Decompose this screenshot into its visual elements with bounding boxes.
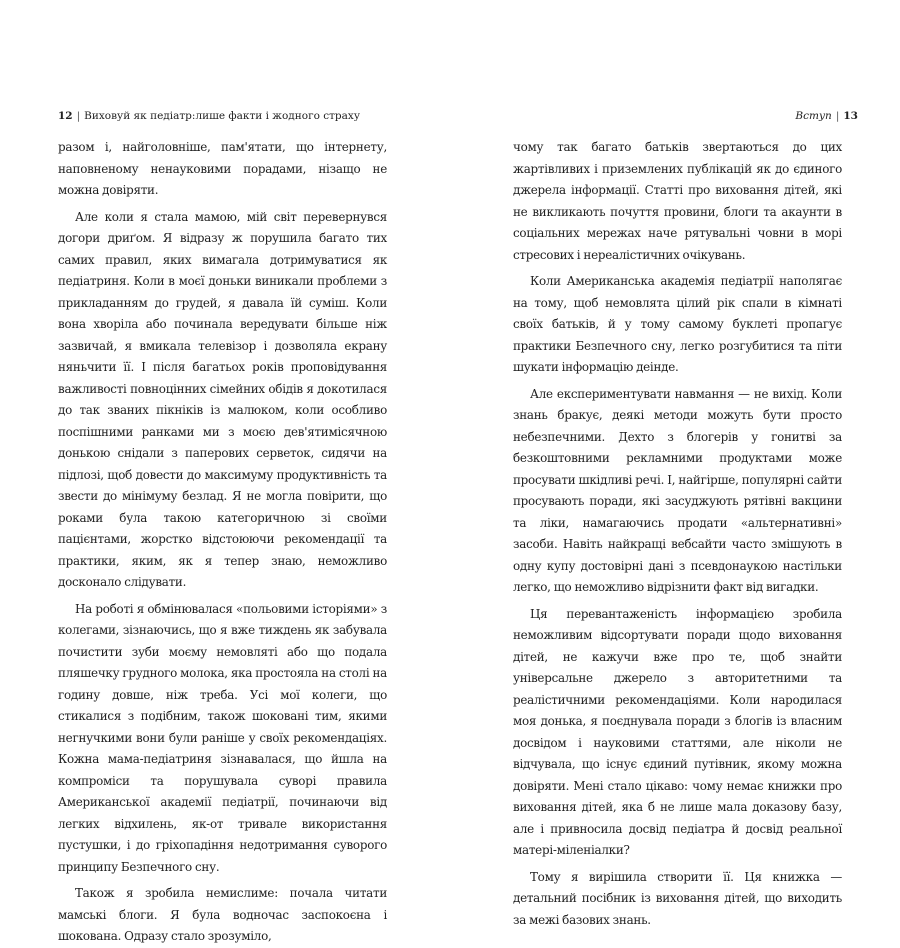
left-page-number: 12 bbox=[58, 110, 73, 122]
paragraph: чому так багато батьків звертаються до цих жартівливих і приземлених публікацій як до єдиного джерела інформації. Статті про виховання дітей, які не викликають почуття провини, блоги та акаунти в соціальних мережах наче рятувальні човни в морі стресових і нереалістичних очікувань. bbox=[513, 140, 842, 262]
paragraph: Коли Американська академія педіатрії наполягає на тому, щоб немовлята цілий рік спали в кімнаті своїх батьків, й у тому самому буклеті пропагує практики Безпечного сну, легко розгубитися та піти шукати інформацію деінде. bbox=[513, 274, 842, 374]
left-header-separator: | bbox=[76, 110, 81, 122]
right-page bbox=[450, 0, 900, 927]
paragraph: Але коли я стала мамою, мій світ перевернувся догори дриґом. Я відразу ж порушила багато тих самих правил, яких вимагала дотримуватися як педіатриня. Коли в моєї доньки виникали проблеми з прикладанням до грудей, я давала їй суміш. Коли вона хворіла або починала вередувати більше ніж зазвичай, я вмикала телевізор і дозволяла екрану няньчити її. І після багатьох років проповідування важливості повноцінних сімейних обідів я докотилася до так званих пікніків із малюком, коли особливо поспішними ранками ми з моєю дев'ятимісячною донькою снідали з паперових серветок, сидячи на підлозі, щоб довести до максимуму продуктивність та звести до мінімуму безлад. Я не могла повірити, що роками була такою категоричною зі своїми пацієнтами, жорстко відстоюючи рекомендації та практики, яким, як я тепер знаю, неможливо досконало слідувати. bbox=[58, 209, 387, 589]
section-title: Вступ bbox=[795, 110, 832, 122]
paragraph: Ця перевантаженість інформацією зробила неможливим відсортувати поради щодо виховання дітей, не кажучи вже про те, щоб знайти універсальне джерело з авторитетними та реалістичними рекомендаціями. Коли народилася моя донька, я поєднувала поради з блогів із власним досвідом і науковими статтями, але ніколи не відчувала, що існує єдиний путівник, якому можна довіряти. Мені стало цікаво: чому немає книжки про виховання дітей, яка б не лише мала доказову базу, але і привносила досвід педіатра й досвід реальної матері-міленіалки? bbox=[513, 606, 842, 857]
paragraph: На роботі я обмінювалася «польовими історіями» з колегами, зізнаючись, що я вже тиждень як забувала почистити зуби моєму немовляті або що подала пляшечку грудного молока, яка простояла на столі на годину довше, ніж треба. Усі мої колеги, що стикалися з подібним, також шоковані тим, якими негнучкими вони були раніше у своїх рекомендаціях. Кожна мама-педіатриня зізнавалася, що йшла на компроміси та порушувала суворі правила Американської академії педіатрії, починаючи від легких відхилень, як-от тривале використання пустушки, і до гріхопадіння недотримання суворого принципу Безпечного сну. bbox=[58, 601, 387, 874]
right-body-text bbox=[513, 137, 842, 931]
right-running-head bbox=[795, 109, 858, 123]
left-body-text bbox=[58, 137, 387, 948]
paragraph: Тому я вирішила створити її. Ця книжка — детальний посібник із виховання дітей, що виходить за межі базових знань. bbox=[513, 869, 842, 927]
paragraph: разом і, найголовніше, пам'ятати, що інтернету, наповненому ненауковими порадами, нізащо не можна довіряти. bbox=[58, 140, 387, 197]
left-running-head bbox=[58, 109, 360, 123]
paragraph: Але експериментувати навмання — не вихід. Коли знань бракує, деякі методи можуть бути просто небезпечними. Дехто з блогерів у гонитві за безкоштовними рекламними продуктами може просувати шкідливі речі. І, найгірше, популярні сайти просувають поради, які засуджують рятівні вакцини та ліки, намагаючись продати «альтернативні» засоби. Навіть найкращі вебсайти часто змішують в одну купу достовірні дані з псевдонаукою настільки легко, що неможливо відрізнити факт від вигадки. bbox=[513, 386, 842, 594]
book-title: Виховуй як педіатр:лише факти і жодного страху bbox=[84, 110, 361, 122]
paragraph: Також я зробила немислиме: почала читати мамські блоги. Я була водночас заспокоєна і шокована. Одразу стало зрозуміло, bbox=[58, 886, 387, 943]
right-page-number: 13 bbox=[843, 110, 858, 122]
right-header-separator: | bbox=[835, 110, 840, 122]
left-page bbox=[0, 0, 450, 943]
